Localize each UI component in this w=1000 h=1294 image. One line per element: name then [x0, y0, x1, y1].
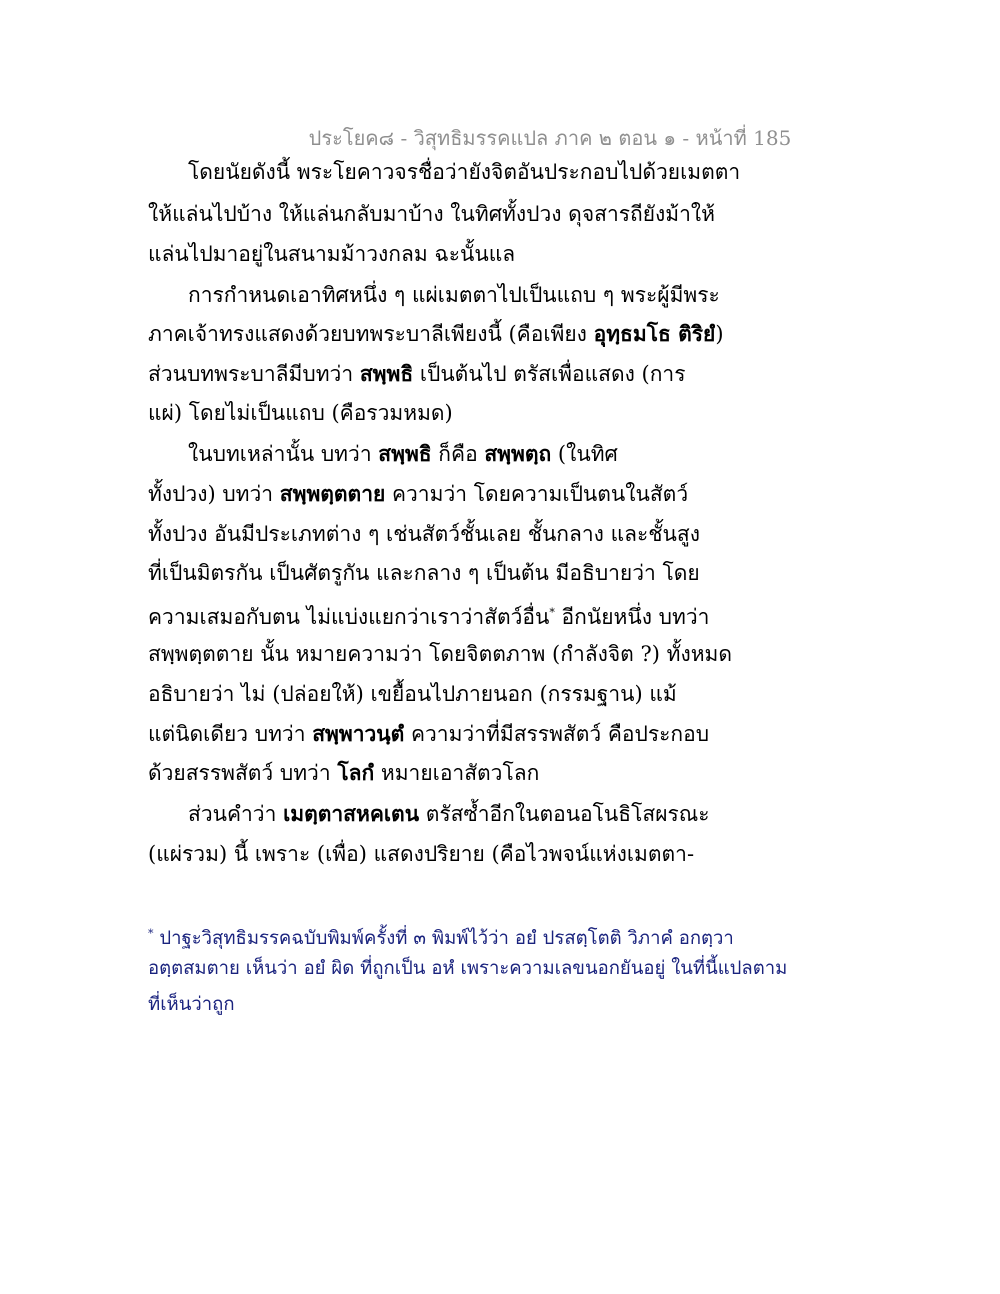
pali-term: สพฺพธิ [378, 441, 432, 466]
pali-term: สพฺพธิ [359, 361, 414, 386]
footnote-line: * ปาฐะวิสุทธิมรรคฉบับพิมพ์ครั้งที่ ๓ พิมพ์ไว้ว่า อยํ ปรสตฺโตติ วิภาคํ อกตฺวา [148, 927, 734, 950]
body-line: ทั้งปวง อันมีประเภทต่าง ๆ เช่นสัตว์ชั้นเลย ชั้นกลาง และชั้นสูง [148, 522, 700, 546]
pali-term: สพฺพาวนฺตํ [312, 721, 405, 746]
pali-term: สพฺพตฺถ [484, 441, 552, 466]
body-line: ที่เป็นมิตรกัน เป็นศัตรูกัน และกลาง ๆ เป็นต้น มีอธิบายว่า โดย [148, 561, 700, 585]
page-header: ประโยค๘ - วิสุทธิมรรคแปล ภาค ๒ ตอน ๑ - หน้าที่ 185 [308, 126, 792, 150]
body-line: ในบทเหล่านั้น บทว่า สพฺพธิ ก็คือ สพฺพตฺถ (ในทิศ [188, 441, 618, 466]
body-line: ภาคเจ้าทรงแสดงด้วยบทพระบาลีเพียงนี้ (คือเพียง อุทฺธมโธ ติริยํ) [148, 321, 724, 346]
footnote-marker: * [549, 606, 555, 619]
body-line: อธิบายว่า ไม่ (ปล่อยให้) เขยื้อนไปภายนอก (กรรมฐาน) แม้ [148, 682, 677, 706]
body-line: ความเสมอกับตน ไม่แบ่งแยกว่าเราว่าสัตว์อื่น* อีกนัยหนึ่ง บทว่า [148, 605, 710, 629]
body-line: แต่นิดเดียว บทว่า สพฺพาวนฺตํ ความว่าที่มีสรรพสัตว์ คือประกอบ [148, 721, 710, 746]
body-line: สพฺพตฺตตาย นั้น หมายความว่า โดยจิตตภาพ (กำลังจิต ?) ทั้งหมด [148, 642, 733, 666]
body-line: แผ่) โดยไม่เป็นแถบ (คือรวมหมด) [148, 401, 453, 425]
body-line: แล่นไปมาอยู่ในสนามม้าวงกลม ฉะนั้นแล [148, 242, 516, 266]
pali-term: เมตฺตาสหคเตน [283, 801, 420, 826]
body-line: (แผ่รวม) นี้ เพราะ (เพื่อ) แสดงปริยาย (คือไวพจน์แห่งเมตตา- [148, 842, 695, 866]
pali-term: สพฺพตฺตตาย [279, 481, 386, 506]
body-line: การกำหนดเอาทิศหนึ่ง ๆ แผ่เมตตาไปเป็นแถบ ๆ พระผู้มีพระ [188, 283, 720, 307]
pali-term: อุทฺธมโธ ติริยํ [593, 321, 716, 346]
body-line: ให้แล่นไปบ้าง ให้แล่นกลับมาบ้าง ในทิศทั้งปวง ดุจสารถียังม้าให้ [148, 202, 716, 226]
footnote-line: ที่เห็นว่าถูก [148, 994, 235, 1015]
body-line: ด้วยสรรพสัตว์ บทว่า โลกํ หมายเอาสัตวโลก [148, 760, 540, 785]
body-line: ส่วนบทพระบาลีมีบทว่า สพฺพธิ เป็นต้นไป ตรัสเพื่อแสดง (การ [148, 361, 686, 386]
pali-term: โลกํ [337, 760, 375, 785]
footnote-line: อตฺตสมตาย เห็นว่า อยํ ผิด ที่ถูกเป็น อหํ เพราะความเลขนอกยันอยู่ ในที่นี้แปลตาม [148, 958, 788, 979]
body-line: ส่วนคำว่า เมตฺตาสหคเตน ตรัสซ้ำอีกในตอนอโนธิโสผรณะ [188, 801, 710, 826]
body-line: ทั้งปวง) บทว่า สพฺพตฺตตาย ความว่า โดยความเป็นตนในสัตว์ [148, 481, 689, 506]
body-line: โดยนัยดังนี้ พระโยคาวจรชื่อว่ายังจิตอันประกอบไปด้วยเมตตา [188, 160, 741, 184]
footnote-mark: * [148, 927, 154, 940]
